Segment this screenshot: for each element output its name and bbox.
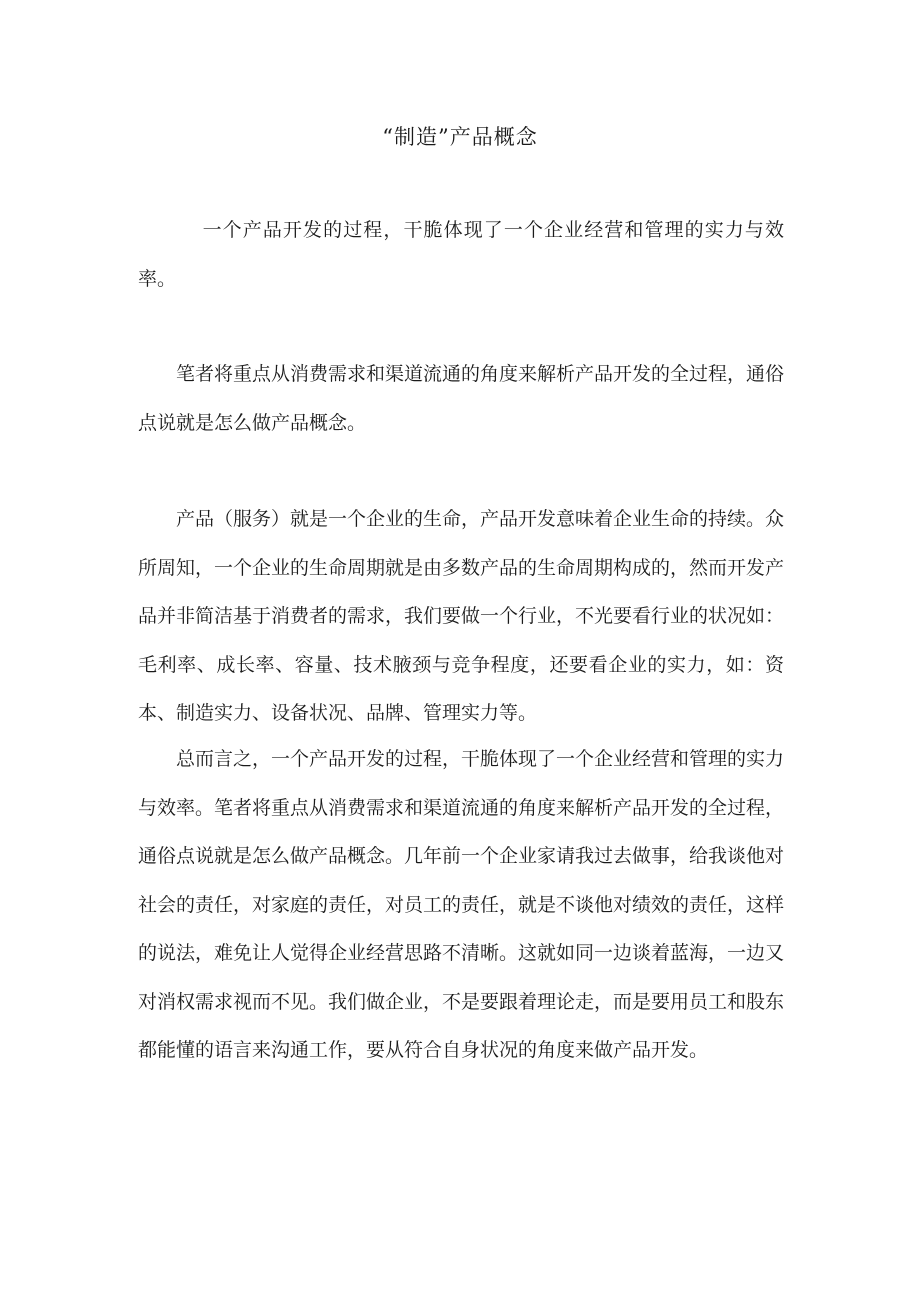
paragraph-4: 总而言之，一个产品开发的过程，干脆体现了一个企业经营和管理的实力与效率。笔者将重点从消费需求和渠道流通的角度来解析产品开发的全过程，通俗点说就是怎么做产品概念。几年前一个企业家请我过去做事，给我谈他对社会的责任，对家庭的责任，对员工的责任，就是不谈他对绩效的责任，这样的说法，难免让人觉得企业经营思路不清晰。这就如同一边谈着蓝海，一边又对消权需求视而不见。我们做企业，不是要跟着理论走，而是要用员工和股东都能懂的语言来沟通工作，要从符合自身状况的角度来做产品开发。 xyxy=(138,748,785,1061)
paragraph-1: 一个产品开发的过程，干脆体现了一个企业经营和管理的实力与效率。 xyxy=(138,219,784,290)
paragraph-3: 产品（服务）就是一个企业的生命，产品开发意味着企业生命的持续。众所周知，一个企业的生命周期就是由多数产品的生命周期构成的，然而开发产品并非简洁基于消费者的需求，我们要做一个行业，不光要看行业的状况如：毛利率、成长率、容量、技术腋颈与竞争程度，还要看企业的实力，如：资本、制造实力、设备状况、品牌、管理实力等。 xyxy=(138,508,785,724)
document-title: “制造”产品概念 xyxy=(382,125,538,149)
paragraph-2: 笔者将重点从消费需求和渠道流通的角度来解析产品开发的全过程，通俗点说就是怎么做产品概念。 xyxy=(138,363,785,434)
